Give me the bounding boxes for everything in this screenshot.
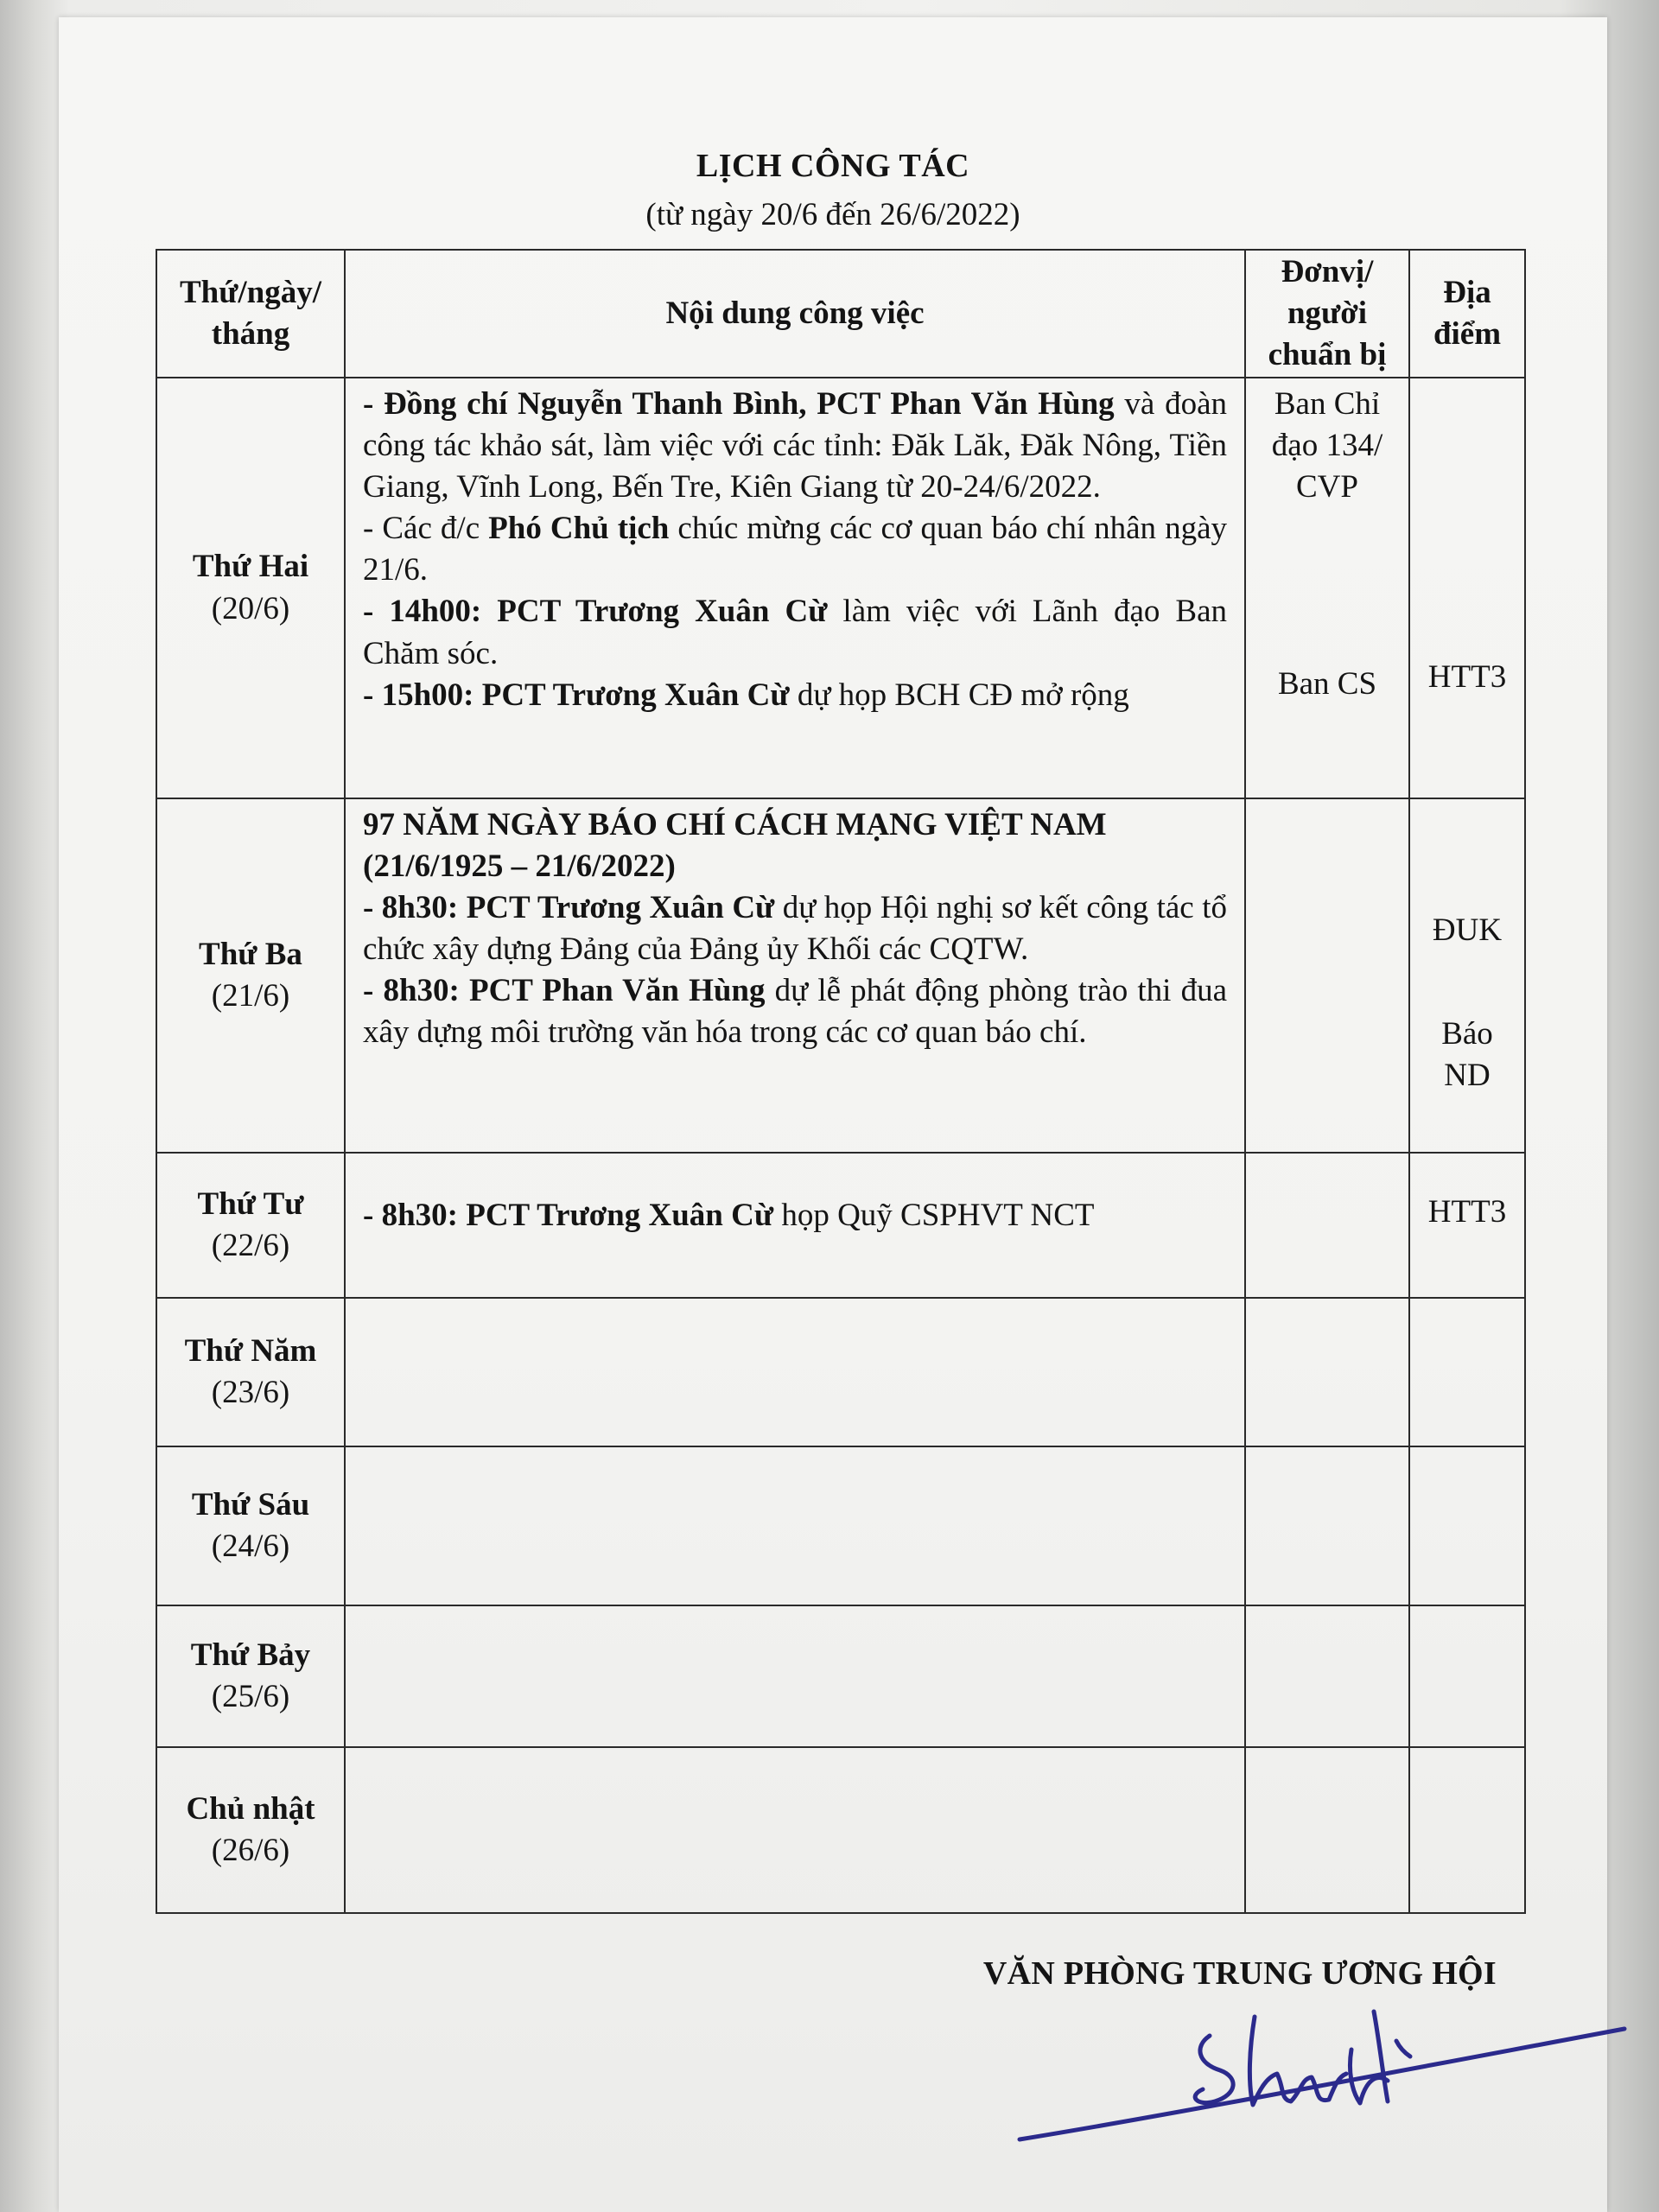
place-cell <box>1409 1747 1525 1913</box>
header-day: Thứ/ngày/ tháng <box>156 250 345 378</box>
day-cell <box>156 1446 345 1605</box>
content-cell <box>345 1605 1245 1747</box>
day-name: Thứ Tư <box>197 1185 304 1222</box>
header-place: Địa điểm <box>1409 250 1525 378</box>
schedule-item: - Đồng chí Nguyễn Thanh Bình, PCT Phan Văn Hùng và đoàn công tác khảo sát, làm việc với các tỉnh: Đăk Lăk, Đăk Nông, Tiền Giang, Vĩnh Long, Bến Tre, Kiên Giang từ 20-24/6/2022. <box>363 386 1227 505</box>
unit-cell <box>1245 1605 1409 1747</box>
content-cell <box>345 378 1245 798</box>
table-row-friday <box>156 1446 1525 1605</box>
schedule-item: - 15h00: PCT Trương Xuân Cừ dự họp BCH CĐ mở rộng <box>363 677 1129 713</box>
unit-cell <box>1245 1446 1409 1605</box>
day-name: Chủ nhật <box>186 1790 315 1827</box>
place-cell <box>1409 1605 1525 1747</box>
content-cell <box>345 1747 1245 1913</box>
table-row-saturday <box>156 1605 1525 1747</box>
place-value: HTT3 <box>1427 659 1507 695</box>
schedule-item: - 8h30: PCT Trương Xuân Cừ dự họp Hội nghị sơ kết công tác tổ chức xây dựng Đảng của Đảng ủy Khối các CQTW. <box>363 890 1228 968</box>
day-name: Thứ Năm <box>184 1332 317 1369</box>
header-content: Nội dung công việc <box>345 250 1245 378</box>
unit-cell <box>1245 1298 1409 1446</box>
table-header-row <box>156 250 1525 378</box>
event-heading-dates: (21/6/1925 – 21/6/2022) <box>363 849 676 885</box>
place-cell <box>1409 1298 1525 1446</box>
table-row-thursday <box>156 1298 1525 1446</box>
document-subtitle: (từ ngày 20/6 đến 26/6/2022) <box>645 197 1020 232</box>
document-title: LỊCH CÔNG TÁC <box>696 148 970 184</box>
place-value: HTT3 <box>1427 1194 1507 1230</box>
day-name: Thứ Bảy <box>190 1637 311 1673</box>
day-cell <box>156 1605 345 1747</box>
place-value: ĐUK <box>1432 912 1503 948</box>
table-row-tuesday <box>156 798 1525 1153</box>
day-name: Thứ Sáu <box>191 1486 310 1522</box>
day-cell <box>156 1747 345 1913</box>
content-cell <box>345 1298 1245 1446</box>
place-cell <box>1409 378 1525 798</box>
place-cell <box>1409 1446 1525 1605</box>
day-name: Thứ Hai <box>192 549 309 585</box>
day-cell <box>156 1153 345 1298</box>
paper-sheet <box>59 17 1607 2212</box>
day-date: (21/6) <box>211 978 290 1014</box>
signature-strokes <box>1020 2012 1624 2139</box>
schedule-item: - 8h30: PCT Trương Xuân Cừ họp Quỹ CSPHVT NCT <box>363 1198 1095 1233</box>
day-name: Thứ Ba <box>199 936 302 972</box>
day-cell <box>156 798 345 1153</box>
day-cell <box>156 1298 345 1446</box>
day-date: (26/6) <box>211 1833 290 1868</box>
schedule-item: - 14h00: PCT Trương Xuân Cừ làm việc với Lãnh đạo Ban Chăm sóc. <box>363 594 1228 671</box>
table-row-wednesday <box>156 1153 1525 1298</box>
unit-cell <box>1245 1747 1409 1913</box>
unit-cell <box>1245 1153 1409 1298</box>
table-row-monday <box>156 378 1525 798</box>
day-date: (23/6) <box>211 1375 290 1410</box>
schedule-item: - 8h30: PCT Phan Văn Hùng dự lễ phát động phòng trào thi đua xây dựng môi trường văn hóa trong các cơ quan báo chí. <box>363 973 1227 1051</box>
place-cell <box>1409 798 1525 1153</box>
schedule-table <box>156 249 1526 1914</box>
content-cell <box>345 798 1245 1153</box>
unit-cell <box>1245 378 1409 798</box>
schedule-item: - Các đ/c Phó Chủ tịch chúc mừng các cơ quan báo chí nhân ngày 21/6. <box>363 511 1228 588</box>
content-cell <box>345 1153 1245 1298</box>
day-date: (20/6) <box>211 590 290 626</box>
issuing-office: VĂN PHÒNG TRUNG ƯƠNG HỘI <box>982 1955 1497 1992</box>
header-unit: Đơnvị/ người chuẩn bị <box>1245 250 1409 378</box>
unit-cell <box>1245 798 1409 1153</box>
event-heading: 97 NĂM NGÀY BÁO CHÍ CÁCH MẠNG VIỆT NAM <box>363 807 1107 842</box>
day-cell <box>156 378 345 798</box>
unit-value: Ban Chỉ đạo 134/ CVP <box>1271 386 1383 505</box>
day-date: (25/6) <box>211 1679 290 1714</box>
place-value: Báo ND <box>1441 1016 1493 1094</box>
day-date: (22/6) <box>211 1228 290 1263</box>
signature-image <box>1002 1987 1659 2160</box>
day-date: (24/6) <box>211 1529 290 1564</box>
table-row-sunday <box>156 1747 1525 1913</box>
place-cell <box>1409 1153 1525 1298</box>
content-cell <box>345 1446 1245 1605</box>
unit-value: Ban CS <box>1277 666 1377 702</box>
